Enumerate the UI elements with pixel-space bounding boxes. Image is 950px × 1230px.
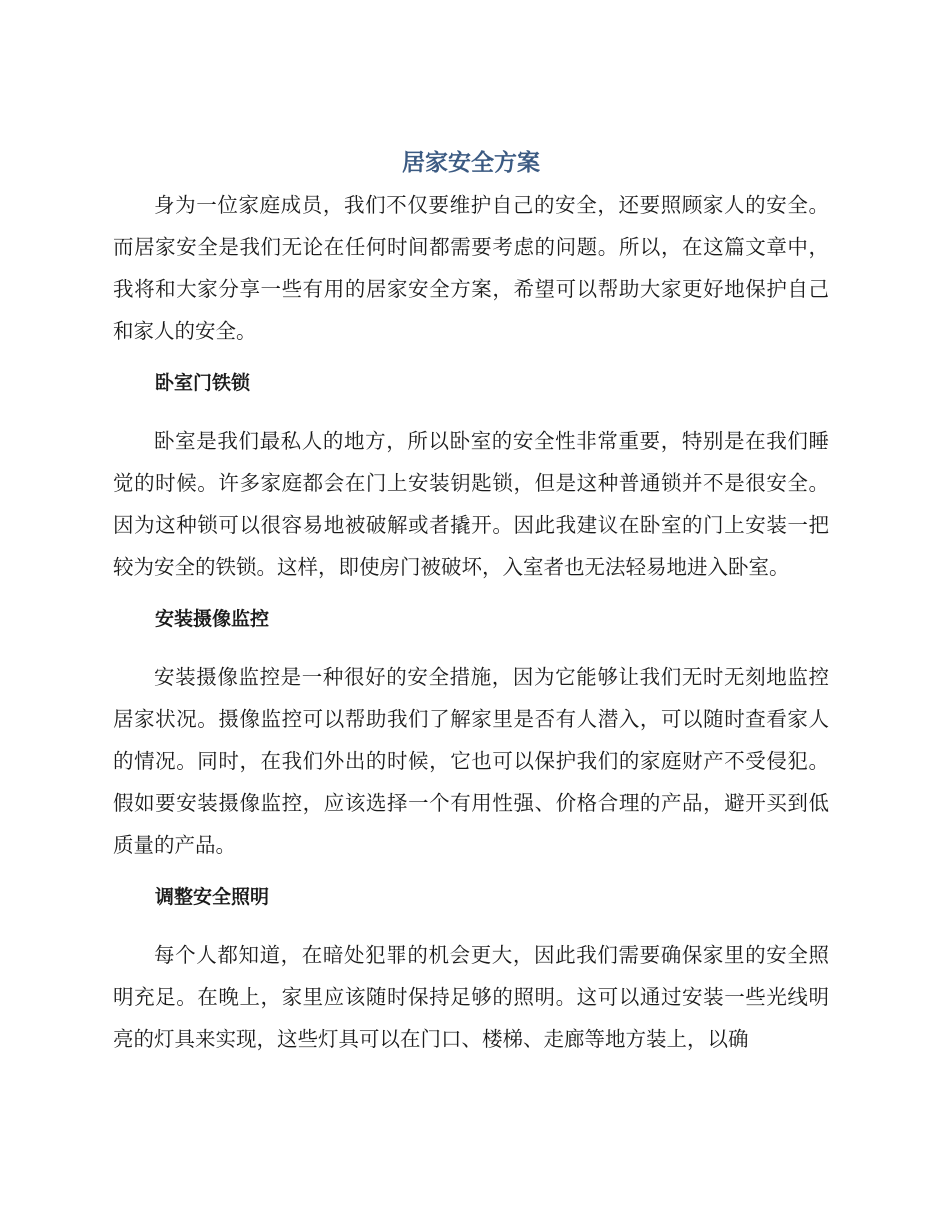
document-title: 居家安全方案 [402, 150, 540, 176]
section-heading-camera: 安装摄像监控 [155, 608, 270, 630]
section-body-bedroom-lock: 卧室是我们最私人的地方，所以卧室的安全性非常重要，特别是在我们睡觉的时候。许多家庭都会在门上安装钥匙锁，但是这种普通锁并不是很安全。因为这种锁可以很容易地被破解或者撬开。因此我建议在卧室的门上安装一把较为安全的铁锁。这样，即使房门被破坏，入室者也无法轻易地进入卧室。 [113, 429, 829, 579]
intro-paragraph: 身为一位家庭成员，我们不仅要维护自己的安全，还要照顾家人的安全。而居家安全是我们无论在任何时间都需要考虑的问题。所以，在这篇文章中，我将和大家分享一些有用的居家安全方案，希望可以帮助大家更好地保护自己和家人的安全。 [113, 193, 829, 343]
section-heading-lighting: 调整安全照明 [155, 886, 270, 908]
section-body-lighting: 每个人都知道，在暗处犯罪的机会更大，因此我们需要确保家里的安全照明充足。在晚上，家里应该随时保持足够的照明。这可以通过安装一些光线明亮的灯具来实现，这些灯具可以在门口、楼梯、走廊等地方装上，以确 [113, 943, 829, 1051]
document-page [113, 142, 829, 1060]
section-body-camera: 安装摄像监控是一种很好的安全措施，因为它能够让我们无时无刻地监控居家状况。摄像监控可以帮助我们了解家里是否有人潜入，可以随时查看家人的情况。同时，在我们外出的时候，它也可以保护我们的家庭财产不受侵犯。假如要安装摄像监控，应该选择一个有用性强、价格合理的产品，避开买到低质量的产品。 [113, 665, 829, 857]
section-heading-bedroom-lock: 卧室门铁锁 [155, 372, 251, 394]
